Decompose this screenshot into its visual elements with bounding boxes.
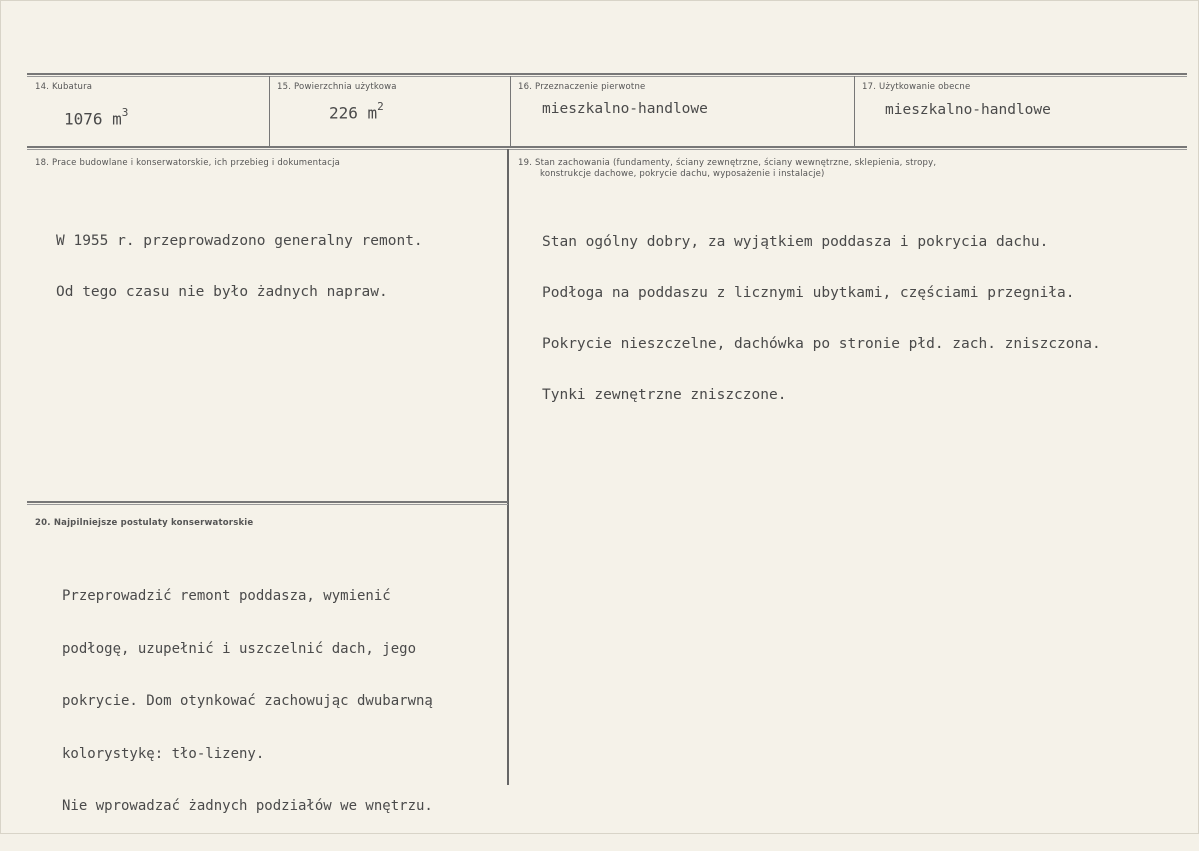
section20-rule-thin [27, 504, 508, 505]
field-20-label: 20. Najpilniejsze postulaty konserwatorskie [35, 518, 254, 528]
header-bottom-rule [27, 146, 1187, 148]
field-20-line: Nie wprowadzać żadnych podziałów we wnętrzu. [62, 798, 433, 814]
col-divider-2 [510, 76, 511, 146]
field-18-line: W 1955 r. przeprowadzono generalny remont. [56, 233, 423, 249]
field-16-label: 16. Przeznaczenie pierwotne [518, 82, 646, 92]
field-14-label: 14. Kubatura [35, 82, 93, 92]
field-19-line: Pokrycie nieszczelne, dachówka po stronie płd. zach. zniszczona. [542, 336, 1101, 352]
field-16-value: mieszkalno-handlowe [542, 101, 708, 117]
section20-rule [27, 501, 508, 503]
col-divider-1 [269, 76, 270, 146]
field-20-line: Przeprowadzić remont poddasza, wymienić [62, 588, 391, 604]
field-19-line: Stan ogólny dobry, za wyjątkiem poddasza i pokrycia dachu. [542, 234, 1049, 250]
field-15-value [329, 100, 384, 121]
field-15-unit-exp: 2 [377, 100, 384, 113]
top-rule [27, 73, 1187, 75]
field-19-label-line: 19. Stan zachowania (fundamenty, ściany zewnętrzne, ściany wewnętrzne, sklepienia, stropy, [518, 158, 937, 168]
field-14-number: 1076 m [64, 109, 122, 129]
header-bottom-rule-thin [27, 149, 1187, 150]
field-20-line: kolorystykę: tło-lizeny. [62, 745, 265, 762]
field-17-label: 17. Użytkowanie obecne [862, 82, 971, 92]
field-19-label-line: konstrukcje dachowe, pokrycie dachu, wyposażenie i instalacje) [540, 169, 825, 179]
field-18-line: Od tego czasu nie było żadnych napraw. [56, 284, 388, 300]
field-14-unit-exp: 3 [121, 106, 129, 119]
field-15-label: 15. Powierzchnia użytkowa [277, 82, 397, 92]
main-vertical-divider [507, 149, 509, 785]
field-18-text [56, 199, 423, 335]
field-20-line: podłogę, uzupełnić i uszczelnić dach, jego [62, 640, 417, 657]
field-14-value [64, 106, 128, 127]
field-15-number: 226 m [329, 103, 378, 123]
field-20-text [62, 553, 433, 851]
col-divider-3 [854, 76, 855, 146]
field-19-label [518, 158, 936, 180]
field-17-value: mieszkalno-handlowe [885, 102, 1051, 118]
field-19-line: Podłoga na poddaszu z licznymi ubytkami, częściami przegniła. [542, 285, 1075, 301]
field-20-line: pokrycie. Dom otynkować zachowując dwubarwną [62, 693, 433, 709]
field-19-line: Tynki zewnętrzne zniszczone. [542, 387, 787, 403]
field-19-text [542, 200, 1101, 438]
top-rule-thin [27, 76, 1187, 77]
field-18-label: 18. Prace budowlane i konserwatorskie, ich przebieg i dokumentacja [35, 158, 341, 168]
